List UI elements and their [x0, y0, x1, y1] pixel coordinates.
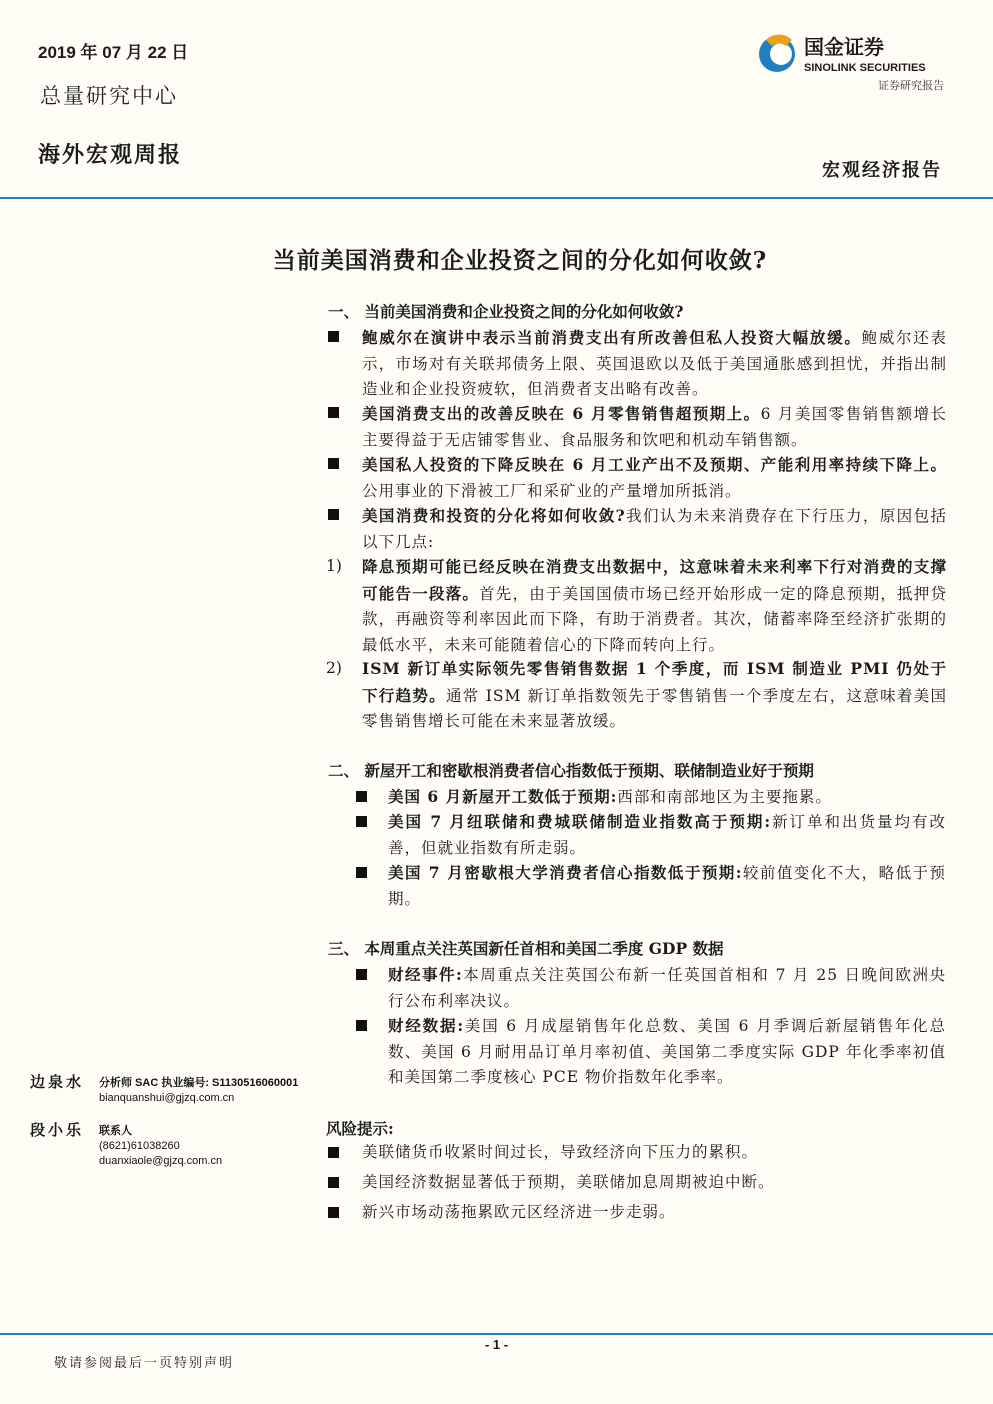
list-number: 2) — [326, 659, 342, 677]
analyst-name: 边泉水 — [30, 1073, 85, 1091]
bullet-icon — [328, 1177, 339, 1188]
footer-divider — [0, 1333, 993, 1335]
bullet-icon — [356, 867, 367, 878]
section-2-item-3: 美国 7 月密歇根大学消费者信心指数低于预期:较前值变化不大，略低于预期。 — [388, 863, 946, 908]
bullet-icon — [356, 1020, 367, 1031]
section-2-item-2: 美国 7 月纽联储和费城联储制造业指数高于预期:新订单和出货量均有改善，但就业指数有所走弱。 — [388, 812, 946, 857]
section-3-heading: 三、 本周重点关注英国新任首相和美国二季度 GDP 数据 — [328, 939, 724, 958]
section-1-item-3: 美国私人投资的下降反映在 6 月工业产出不及预期、产能利用率持续下降上。公用事业的下滑被工厂和采矿业的产量增加所抵消。 — [362, 455, 947, 500]
section-1-heading: 一、 当前美国消费和企业投资之间的分化如何收敛? — [328, 302, 684, 321]
page-number: - 1 - — [484, 1337, 509, 1352]
report-date: 2019 年 07 月 22 日 — [38, 43, 189, 62]
list-number: 1) — [326, 557, 342, 575]
risk-item-2: 美国经济数据显著低于预期，美联储加息周期被迫中断。 — [362, 1173, 775, 1191]
risk-item-1: 美联储货币收紧时间过长，导致经济向下压力的累积。 — [362, 1143, 759, 1161]
analyst-name: 段小乐 — [30, 1121, 85, 1139]
series-title: 海外宏观周报 — [38, 142, 183, 168]
section-2-heading: 二、 新屋开工和密歇根消费者信心指数低于预期、联储制造业好于预期 — [328, 761, 814, 780]
section-2-item-1: 美国 6 月新屋开工数低于预期:西部和南部地区为主要拖累。 — [388, 787, 832, 806]
logo-cn-text: 国金证券 — [804, 35, 884, 59]
risk-item-3: 新兴市场动荡拖累欧元区经济进一步走弱。 — [362, 1203, 676, 1221]
bullet-icon — [328, 458, 339, 469]
analyst-sac-id: 分析师 SAC 执业编号: S1130516060001 — [99, 1077, 299, 1089]
bullet-icon — [328, 331, 339, 342]
contact-email: duanxiaole@gjzq.com.cn — [99, 1155, 223, 1167]
analyst-info — [99, 1124, 222, 1169]
logo-en-text: SINOLINK SECURITIES — [804, 62, 926, 74]
header-divider — [0, 197, 993, 199]
report-type: 宏观经济报告 — [822, 160, 942, 181]
bullet-icon — [328, 509, 339, 520]
bullet-icon — [356, 969, 367, 980]
risk-heading: 风险提示: — [326, 1119, 394, 1138]
bullet-icon — [328, 407, 339, 418]
bullet-icon — [356, 816, 367, 827]
sinolink-logo — [756, 32, 946, 78]
contact-label: 联系人 — [99, 1125, 132, 1137]
logo-subtitle: 证券研究报告 — [878, 79, 944, 92]
section-3-item-2: 财经数据:美国 6 月成屋销售年化总数、美国 6 月季调后新屋销售年化总数、美国 6 月耐用品订单月率初值、美国第二季度实际 GDP 年化季率初值和美国第二季度核心 PCE 物价指数年化季率。 — [388, 1016, 946, 1086]
report-title: 当前美国消费和企业投资之间的分化如何收敛? — [272, 247, 768, 274]
section-1-numbered-1: 降息预期可能已经反映在消费支出数据中，这意味着未来利率下行对消费的支撑可能告一段落。首先，由于美国国债市场已经开始形成一定的降息预期，抵押贷款，再融资等利率因此而下降，有助于消费者。其次，储蓄率降至经济扩张期的最低水平，未来可能随着信心的下降而转向上行。 — [362, 557, 947, 654]
bullet-icon — [328, 1147, 339, 1158]
contact-phone: (8621)61038260 — [99, 1140, 180, 1152]
research-center: 总量研究中心 — [40, 84, 178, 108]
section-1-item-1: 鲍威尔在演讲中表示当前消费支出有所改善但私人投资大幅放缓。鲍威尔还表示，市场对有关联邦债务上限、英国退欧以及低于美国通胀感到担忧，并指出制造业和企业投资疲软，但消费者支出略有改善。 — [362, 328, 947, 398]
section-3-item-1: 财经事件:本周重点关注英国公布新一任英国首相和 7 月 25 日晚间欧洲央行公布利率决议。 — [388, 965, 946, 1010]
footer-disclaimer: 敬请参阅最后一页特别声明 — [54, 1356, 235, 1371]
analyst-info — [99, 1076, 298, 1106]
section-1-item-2: 美国消费支出的改善反映在 6 月零售销售超预期上。6 月美国零售销售额增长主要得益于无店铺零售业、食品服务和饮吧和机动车销售额。 — [362, 404, 947, 449]
bullet-icon — [356, 791, 367, 802]
section-1-item-4: 美国消费和投资的分化将如何收敛?我们认为未来消费存在下行压力，原因包括以下几点: — [362, 506, 947, 551]
section-1-numbered-2: ISM 新订单实际领先零售销售数据 1 个季度，而 ISM 制造业 PMI 仍处于下行趋势。通常 ISM 新订单指数领先于零售销售一个季度左右，这意味着美国零售销售增长可能在未来显著放缓。 — [362, 659, 947, 730]
analyst-email: bianquanshui@gjzq.com.cn — [99, 1092, 235, 1104]
bullet-icon — [328, 1207, 339, 1218]
